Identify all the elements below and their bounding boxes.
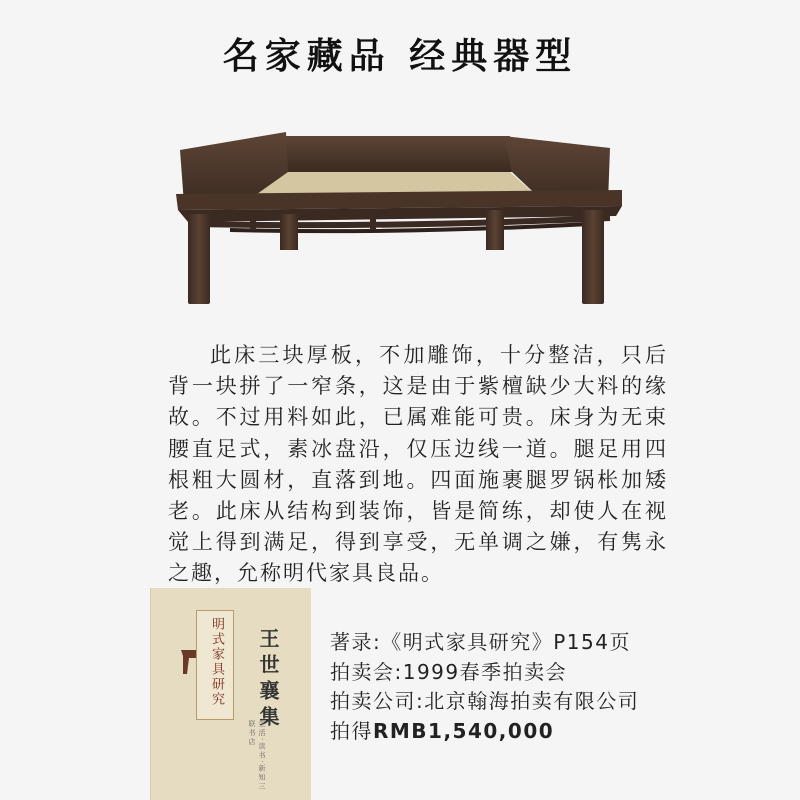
book-publisher: 生活·读书·新知三联书店 <box>248 720 266 792</box>
page-title: 名家藏品 经典器型 <box>222 36 578 77</box>
description-paragraph: 此床三块厚板，不加雕饰，十分整洁，只后背一块拼了一窄条，这是由于紫檀缺少大料的缘故。不过用料如此，已属难能可贵。床身为无束腰直足式，素冰盘沿，仅压边线一道。腿足用四根粗大圆材，直落到地。四面施裹腿罗锅枨加矮老。此床从结构到装饰，皆是简练，却使人在视觉上得到满足，得到享受，无单调之嫌，有隽永之趣，允称明代家具良品。 <box>168 343 668 586</box>
citation-line: 著录:《明式家具研究》P154页 <box>330 630 631 654</box>
company-line: 拍卖公司:北京翰海拍卖有限公司 <box>330 689 640 713</box>
price-value: RMB1,540,000 <box>373 718 555 743</box>
book-title: 明式家具研究 <box>209 617 224 707</box>
description-text <box>168 340 668 590</box>
luohan-bed-image <box>170 110 630 310</box>
price-label: 拍得 <box>330 718 373 743</box>
book-title-label <box>196 610 234 720</box>
price-line <box>330 717 770 747</box>
book-author: 王世襄集 <box>256 628 280 732</box>
book-cover-image <box>150 588 311 800</box>
auction-line: 拍卖会:1999春季拍卖会 <box>330 659 568 684</box>
auction-info <box>330 628 770 746</box>
